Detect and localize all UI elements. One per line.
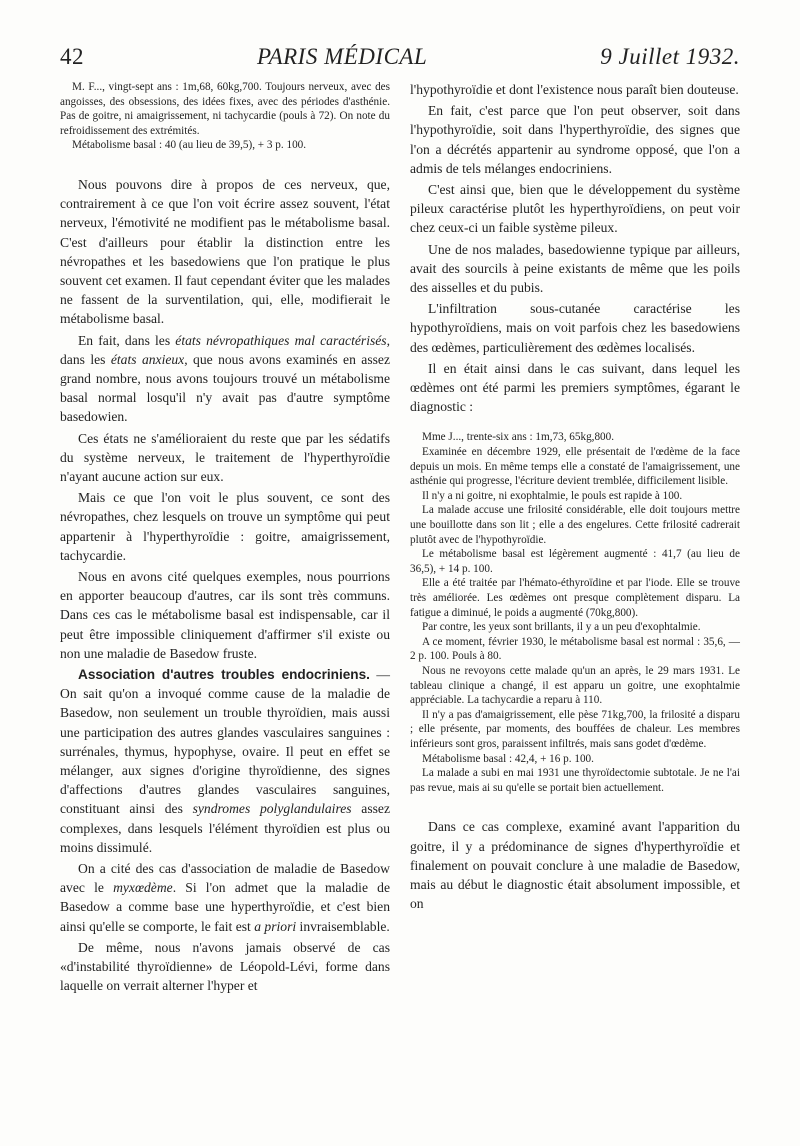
issue-date: 9 Juillet 1932.: [600, 44, 740, 69]
case-2-line: Le métabolisme basal est légèrement augmenté : 41,7 (au lieu de 36,5), + 14 p. 100.: [410, 548, 740, 575]
right-column: [410, 80, 740, 913]
paragraph: En fait, dans les états névropathiques mal caractérisés, dans les états anxieux, que nous avons examinés en assez grand nombre, nous avons toujours trouvé un métabolisme basal normal losqu'il n'y avait pas d'autre symptôme basedowien.: [60, 332, 390, 425]
paragraph: Mais ce que l'on voit le plus souvent, ce sont des névropathes, chez lesquels on trouve un symptôme qui peut appartenir à l'hyperthyroïdie : goitre, amaigrissement, tachycardie.: [60, 490, 390, 563]
paragraph: Nous pouvons dire à propos de ces nerveux, que, contrairement à ce que l'on voit écrire assez souvent, l'état nerveux, l'émotivité ne modifient pas le métabolisme basal. C'est d'ailleurs pour établir la distinction entre les névropathes et les basedowiens que l'on pratique le plus souvent cet examen. Il faut cependant éviter que les malades ne fassent de la surventilation, qui, elle, modifierait le métabolisme basal.: [60, 176, 390, 327]
paragraph: L'infiltration sous-cutanée caractérise les hypothyroïdiens, mais on voit parfois chez les basedowiens des œdèmes, particulièrement des œdèmes localisés.: [410, 301, 740, 355]
case-2-line: A ce moment, février 1930, le métabolisme basal est normal : 35,6, — 2 p. 100. Pouls à 80.: [410, 635, 740, 663]
left-column: [60, 80, 390, 996]
paragraph: Nous en avons cité quelques exemples, nous pourrions en apporter beaucoup d'autres, car ils sont très communs. Dans ces cas le métabolisme basal est indispensable, car il peut être impossible cliniquement d'affirmer s'il existe ou non une maladie de Basedow fruste.: [60, 569, 390, 661]
case-report-1: [60, 80, 390, 153]
paragraph: Ces états ne s'amélioraient du reste que par les sédatifs du système nerveux, le traitement de l'hyperthyroïdie n'ayant aucune action sur eux.: [60, 430, 390, 485]
case-2-line: Par contre, les yeux sont brillants, il y a un peu d'exophtalmie.: [422, 621, 701, 634]
section-heading: Association d'autres troubles endocriniens.: [78, 667, 370, 683]
journal-title: PARIS MÉDICAL: [257, 44, 428, 69]
paragraph: Dans ce cas complexe, examiné avant l'apparition du goitre, il y a prédominance de signes d'hyperthyroïdie et finalement on pouvait conclure à une maladie de Basedow, mais au début le diagnostic était absolument impossible, et on: [410, 819, 740, 912]
case-2-line: La malade accuse une frilosité considérable, elle doit toujours mettre une bouillotte dans son lit ; elle a des engelures. Cette frilosité cadrerait plutôt avec de l'hypothyroïdie.: [410, 504, 740, 546]
case-2-line: Nous ne revoyons cette malade qu'un an après, le 29 mars 1931. Le tableau clinique a changé, il est apparu un goitre, une exophtalmie appréciable. La tachycardie a reparu à 110.: [410, 664, 740, 707]
paragraph: C'est ainsi que, bien que le développement du système pileux caractérise plutôt les hyperthyroïdiens, on peut voir chez ceux-ci un faible système pileux.: [410, 182, 740, 236]
case-2-line: Examinée en décembre 1929, elle présentait de l'œdème de la face depuis un mois. En même temps elle a constaté de l'amaigrissement, une asthénie qui progresse, l'écriture devient tremblée, difficilement lisible.: [410, 446, 740, 488]
case-2-line: Elle a été traitée par l'hémato-éthyroïdine et par l'iode. Elle se trouve très améliorée. Les œdèmes ont presque complètement disparu. La fatigue a diminué, le poids a augmenté (70kg,800).: [410, 577, 740, 619]
page-number: 42: [60, 44, 84, 69]
paragraph: Une de nos malades, basedowienne typique par ailleurs, avait des sourcils à peine existants de même que les poils des aisselles et du pubis.: [410, 241, 740, 296]
paragraph: l'hypothyroïdie et dont l'existence nous paraît bien douteuse.: [410, 82, 739, 97]
case-2-line: La malade a subi en mai 1931 une thyroïdectomie subtotale. Je ne l'ai pas revue, mais ai su qu'elle se portait bien actuellement.: [410, 767, 740, 794]
paragraph: On a cité des cas d'association de maladie de Basedow avec le myxœdème. Si l'on admet que la maladie de Basedow a comme base une hyperthyroïdie, et c'est bien ainsi qu'elle se comporte, le fait est a priori invraisemblable.: [60, 861, 390, 934]
paragraph: En fait, c'est parce que l'on peut observer, soit dans l'hypothyroïdie, soit dans l'hyperthyroïdie, des signes que l'on a décrétés appartenir au syndrome opposé, que l'on a admis de tels mélanges endocriniens.: [410, 103, 740, 176]
paragraph: De même, nous n'avons jamais observé de cas «d'instabilité thyroïdienne» de Léopold-Lévi, forme dans laquelle on verrait alterner l'hyper et: [60, 939, 390, 994]
page-header: [60, 44, 740, 74]
case-2-line: Métabolisme basal : 42,4, + 16 p. 100.: [422, 752, 594, 765]
case-1-line: Métabolisme basal : 40 (au lieu de 39,5), + 3 p. 100.: [72, 139, 307, 152]
section-paragraph: Association d'autres troubles endocriniens. — On sait qu'on a invoqué comme cause de la maladie de Basedow, non seulement un trouble thyroïdien, mais aussi une participation des autres glandes vasculaires sanguines : surrénales, thymus, hypophyse, ovaire. Il peut en effet se mélanger, aux signes d'origine thyroïdienne, des signes d'affections d'autres glandes vasculaires sanguines, constituant ainsi des syndromes polyglandulaires assez complexes, dans lesquels l'élément thyroïdien est plus ou moins dissimulé.: [60, 667, 390, 855]
case-report-2: [410, 430, 740, 795]
case-1-line: M. F..., vingt-sept ans : 1m,68, 60kg,700. Toujours nerveux, avec des angoisses, des obsessions, des idées fixes, avec des périodes d'asthénie. Pas de goitre, ni amaigrissement, ni tachycardie (pouls à 72). On note du refroidissement des extrémités.: [60, 81, 390, 137]
paragraph: Il en était ainsi dans le cas suivant, dans lequel les œdèmes ont été parmi les premiers symptômes, égarant le diagnostic :: [410, 360, 740, 415]
case-2-line: Mme J..., trente-six ans : 1m,73, 65kg,800.: [422, 431, 615, 444]
case-2-line: Il n'y a pas d'amaigrissement, elle pèse 71kg,700, la frilosité a disparu ; elle présente, par moments, des bouffées de chaleur. Les membres inférieurs sont gros, paraissent infiltrés, mais sans godet d'œdème.: [410, 708, 740, 750]
case-2-line: Il n'y a ni goitre, ni exophtalmie, le pouls est rapide à 100.: [422, 489, 683, 502]
